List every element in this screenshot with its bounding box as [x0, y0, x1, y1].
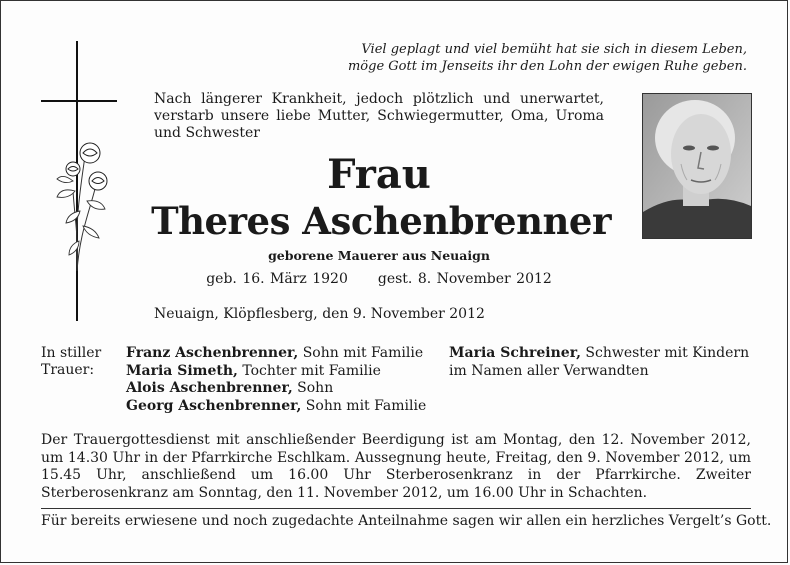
cross-with-roses-icon	[35, 41, 125, 321]
mourner-relation: Sohn mit Familie	[301, 397, 427, 414]
mourner-entry	[126, 345, 426, 363]
mourner-entry	[126, 380, 426, 398]
place-date: Neuaign, Klöpflesberg, den 9. November 2012	[154, 306, 485, 322]
mourners-label-line-1: In stiller	[41, 345, 102, 361]
birth-date: geb. 16. März 1920	[206, 271, 348, 287]
mourner-entry	[126, 363, 426, 381]
divider	[41, 508, 751, 509]
intro-text: Nach längerer Krankheit, jedoch plötzlich und unerwartet, verstarb unsere liebe Mutter, Schwiegermutter, Oma, Uroma und Schwester	[154, 91, 604, 141]
life-dates	[154, 271, 604, 287]
deceased-name: Theres Aschenbrenner	[151, 199, 611, 243]
thanks-line: Für bereits erwiesene und noch zugedachte Anteilnahme sagen wir allen ein herzliches Vergelt’s Gott.	[41, 513, 772, 529]
mourners-label-line-2: Trauer:	[41, 362, 95, 378]
mourner-name: Maria Simeth,	[126, 362, 238, 379]
mourners-label	[41, 345, 101, 379]
mourner-name: Georg Aschenbrenner,	[126, 397, 302, 414]
mourner-relation: Sohn	[292, 380, 334, 396]
mourner-relation: Sohn mit Familie	[298, 345, 424, 361]
mourner-entry	[449, 345, 749, 363]
mourner-name: Franz Aschenbrenner,	[126, 345, 299, 361]
mourner-entry	[126, 398, 426, 416]
birth-name: geborene Mauerer aus Neuaign	[268, 248, 490, 263]
mourner-relation: Schwester mit Kindern	[580, 345, 750, 361]
salutation: Frau	[327, 151, 431, 198]
mourner-relation: Tochter mit Familie	[237, 362, 381, 379]
quote-line-2: möge Gott im Jenseits ihr den Lohn der ewigen Ruhe geben.	[347, 59, 747, 74]
mourners-column-1	[126, 345, 426, 415]
quote	[317, 41, 747, 75]
portrait-photo	[642, 93, 752, 239]
death-date: gest. 8. November 2012	[377, 271, 552, 287]
mourner-entry	[449, 363, 749, 381]
mourners-column-2	[449, 345, 749, 380]
mourner-name: Alois Aschenbrenner,	[126, 380, 293, 396]
service-details: Der Trauergottesdienst mit anschließender Beerdigung ist am Montag, den 12. November 2012, um 14.30 Uhr in der Pfarrkirche Eschlkam. Aussegnung heute, Freitag, den 9. November 2012, um 15.45 Uhr, anschließend um 16.00 Uhr Sterberosenkranz in der Pfarrkirche. Zweiter Sterberosenkranz am Sonntag, den 11. November 2012, um 16.00 Uhr in Schachten.	[41, 432, 751, 501]
mourner-relation: im Namen aller Verwandten	[449, 362, 649, 379]
mourner-name: Maria Schreiner,	[449, 345, 581, 361]
quote-line-1: Viel geplagt und viel bemüht hat sie sich in diesem Leben,	[361, 42, 747, 57]
